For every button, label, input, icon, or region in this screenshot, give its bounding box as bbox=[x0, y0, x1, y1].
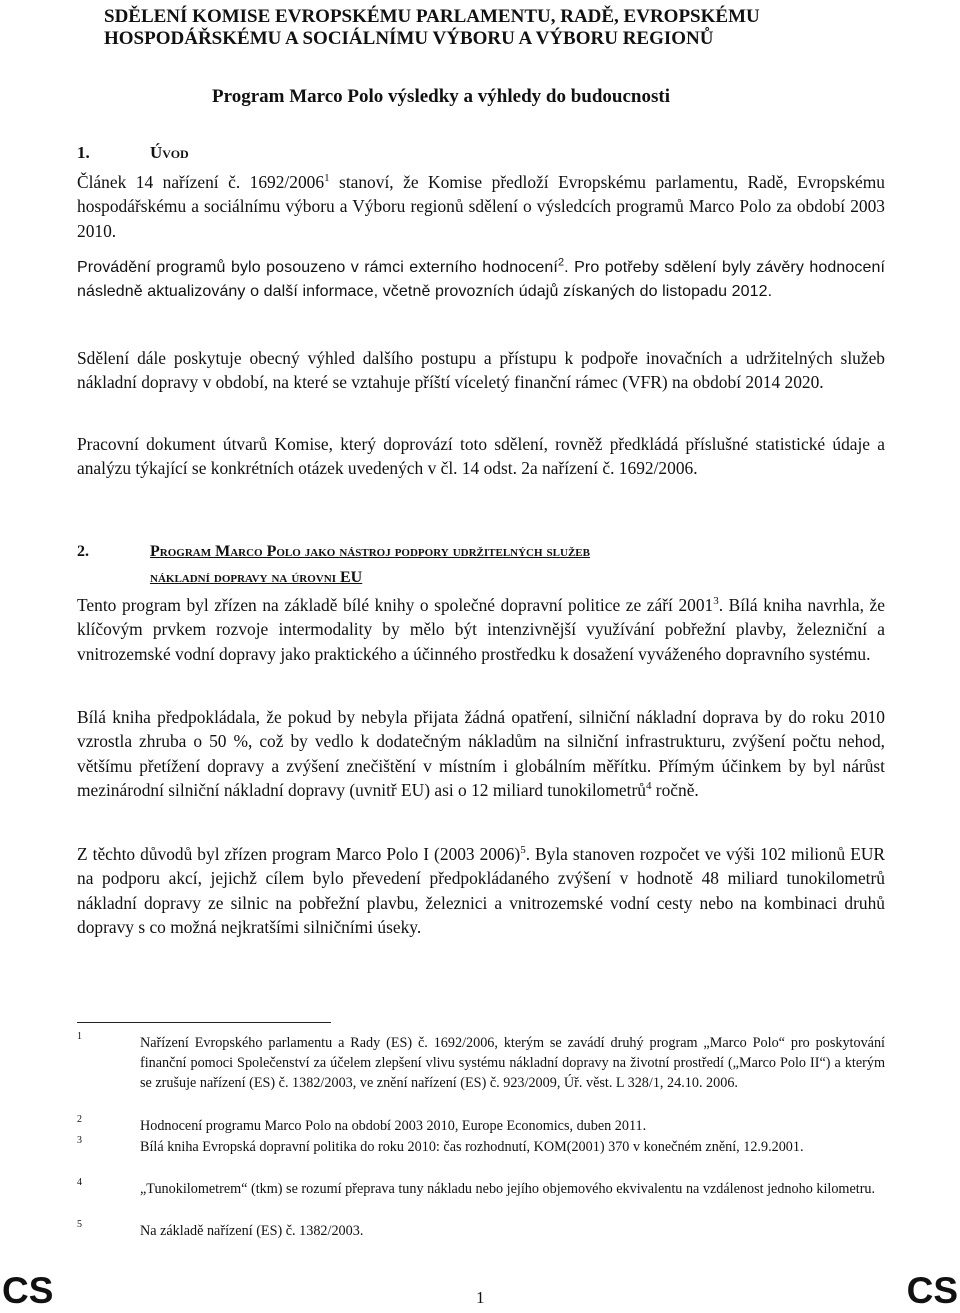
footnote-number: 5 bbox=[77, 1219, 82, 1230]
paragraph-1-text-a: Článek 14 nařízení č. 1692/2006 bbox=[77, 172, 325, 192]
footnote-5 bbox=[77, 1221, 885, 1241]
footnote-ref-5[interactable]: 5 bbox=[520, 844, 526, 857]
footnote-number: 4 bbox=[77, 1177, 82, 1188]
section-2-title-line-2: nákladní dopravy na úrovni EU bbox=[150, 569, 363, 586]
footnote-4 bbox=[77, 1179, 885, 1199]
paragraph-7-text-b: . Byla stanoven rozpočet ve výši 102 milionů EUR na podporu akcí, jejichž cílem bylo převedení předpokládaného zvýšení v hodnotě 48 miliard tunokilometrů nákladní dopravy ze silnic na pobřežní plavbu, železnici a vnitrozemské vodní cesty nebo na kombinaci druhů dopravy s co možná nejkratšími silničními úseky. bbox=[77, 844, 885, 938]
footnote-number: 2 bbox=[77, 1114, 82, 1125]
footnote-2 bbox=[77, 1116, 885, 1136]
document-title bbox=[104, 6, 884, 50]
paragraph-7 bbox=[77, 842, 885, 940]
paragraph-5 bbox=[77, 593, 885, 666]
title-line-2: HOSPODÁŘSKÉMU A SOCIÁLNÍMU VÝBORU A VÝBORU REGIONŮ bbox=[104, 28, 714, 49]
footnote-number: 1 bbox=[77, 1031, 82, 1042]
section-1-title: Úvod bbox=[150, 143, 189, 162]
footnote-text: Bílá kniha Evropská dopravní politika do roku 2010: čas rozhodnutí, KOM(2001) 370 v konečném znění, 12.9.2001. bbox=[140, 1139, 804, 1155]
paragraph-2-text-b: . Pro potřeby sdělení byly závěry hodnocení následně aktualizovány o další informace, včetně provozních údajů získaných do listopadu 2012. bbox=[77, 259, 886, 301]
title-line-1: SDĚLENÍ KOMISE EVROPSKÉMU PARLAMENTU, RADĚ, EVROPSKÉMU bbox=[104, 6, 760, 27]
paragraph-5-text-a: Tento program byl zřízen na základě bílé knihy o společné dopravní politice ze září 2001 bbox=[77, 595, 714, 615]
paragraph-2-text-a: Provádění programů bylo posouzeno v rámci externího hodnocení bbox=[77, 259, 558, 276]
paragraph-2 bbox=[77, 256, 885, 305]
document-subtitle: Program Marco Polo výsledky a výhledy do budoucnosti bbox=[212, 86, 670, 107]
section-1-heading bbox=[77, 143, 189, 163]
section-1-number: 1. bbox=[77, 143, 90, 162]
section-2-heading bbox=[77, 539, 885, 591]
footnote-text: Hodnocení programu Marco Polo na období 2003 2010, Europe Economics, duben 2011. bbox=[140, 1118, 647, 1134]
footnote-text: Nařízení Evropského parlamentu a Rady (ES) č. 1692/2006, kterým se zavádí druhý program „Marco Polo“ pro poskytování finanční pomoci Společenství za účelem zlepšení vlivu systému nákladní dopravy na životní prostředí („Marco Polo II“) a kterým se zrušuje nařízení (ES) č. 1382/2003, ve znění nařízení (ES) č. 923/2009, Úř. věst. L 328/1, 24.10. 2006. bbox=[140, 1035, 885, 1092]
footnote-text: „Tunokilometrem“ (tkm) se rozumí přeprava tuny nákladu nebo jejího objemového ekvivalentu na vzdálenost jednoho kilometru. bbox=[140, 1181, 876, 1197]
paragraph-6-text-a: Bílá kniha předpokládala, že pokud by nebyla přijata žádná opatření, silniční nákladní doprava by do roku 2010 vzrostla zhruba o 50 %, což by vedlo k dodatečným nákladům na silniční infrastrukturu, zvýšení počtu nehod, většímu přetížení dopravy a zvýšení znečištění v místním i globálním měřítku. Přímým účinkem by byl nárůst mezinárodní silniční nákladní dopravy (uvnitř EU) asi o 12 miliard tunokilometrů bbox=[77, 707, 885, 801]
paragraph-4: Pracovní dokument útvarů Komise, který doprovází toto sdělení, rovněž předkládá příslušné statistické údaje a analýzu týkající se konkrétních otázek uvedených v čl. 14 odst. 2a nařízení č. 1692/2006. bbox=[77, 434, 885, 479]
paragraph-7-text-a: Z těchto důvodů byl zřízen program Marco Polo I (2003 2006) bbox=[77, 844, 521, 864]
paragraph-3: Sdělení dále poskytuje obecný výhled dalšího postupu a přístupu k podpoře inovačních a udržitelných služeb nákladní dopravy v období, na které se vztahuje příští víceletý finanční rámec (VFR) na období 2014 2020. bbox=[77, 348, 885, 393]
footnote-3 bbox=[77, 1137, 885, 1157]
footnote-ref-2[interactable]: 2 bbox=[557, 256, 565, 269]
footnote-number: 3 bbox=[77, 1135, 82, 1146]
paragraph-1 bbox=[77, 170, 885, 243]
page-number: 1 bbox=[476, 1288, 485, 1307]
section-2-title-line-1: Program Marco Polo jako nástroj podpory udržitelných služeb bbox=[150, 543, 590, 560]
footnote-ref-3[interactable]: 3 bbox=[713, 595, 719, 608]
paragraph-6 bbox=[77, 705, 885, 803]
paragraph-6-text-b: ročně. bbox=[651, 780, 699, 801]
footnote-text: Na základě nařízení (ES) č. 1382/2003. bbox=[140, 1223, 364, 1239]
footnote-separator bbox=[77, 1022, 331, 1023]
section-2-number: 2. bbox=[77, 543, 89, 560]
footnote-ref-1[interactable]: 1 bbox=[324, 172, 330, 185]
footnote-1 bbox=[77, 1033, 885, 1094]
paragraph-1-text-b: stanoví, že Komise předloží Evropskému parlamentu, Radě, Evropskému hospodářskému a sociálnímu výboru a Výboru regionů sdělení o výsledcích programů Marco Polo za období 2003 2010. bbox=[77, 172, 885, 241]
page-footer bbox=[0, 1268, 960, 1313]
language-code-left: CS bbox=[2, 1270, 54, 1311]
footnote-ref-4[interactable]: 4 bbox=[645, 780, 652, 793]
language-code-right: CS bbox=[906, 1270, 958, 1311]
paragraph-5-text-b: . Bílá kniha navrhla, že klíčovým prvkem rozvoje intermodality by mělo být intenzivnější využívání pobřežní plavby, železniční a vnitrozemské vodní dopravy jako praktického a účinného prostředku k dosažení vyváženého dopravního systému. bbox=[77, 595, 885, 664]
